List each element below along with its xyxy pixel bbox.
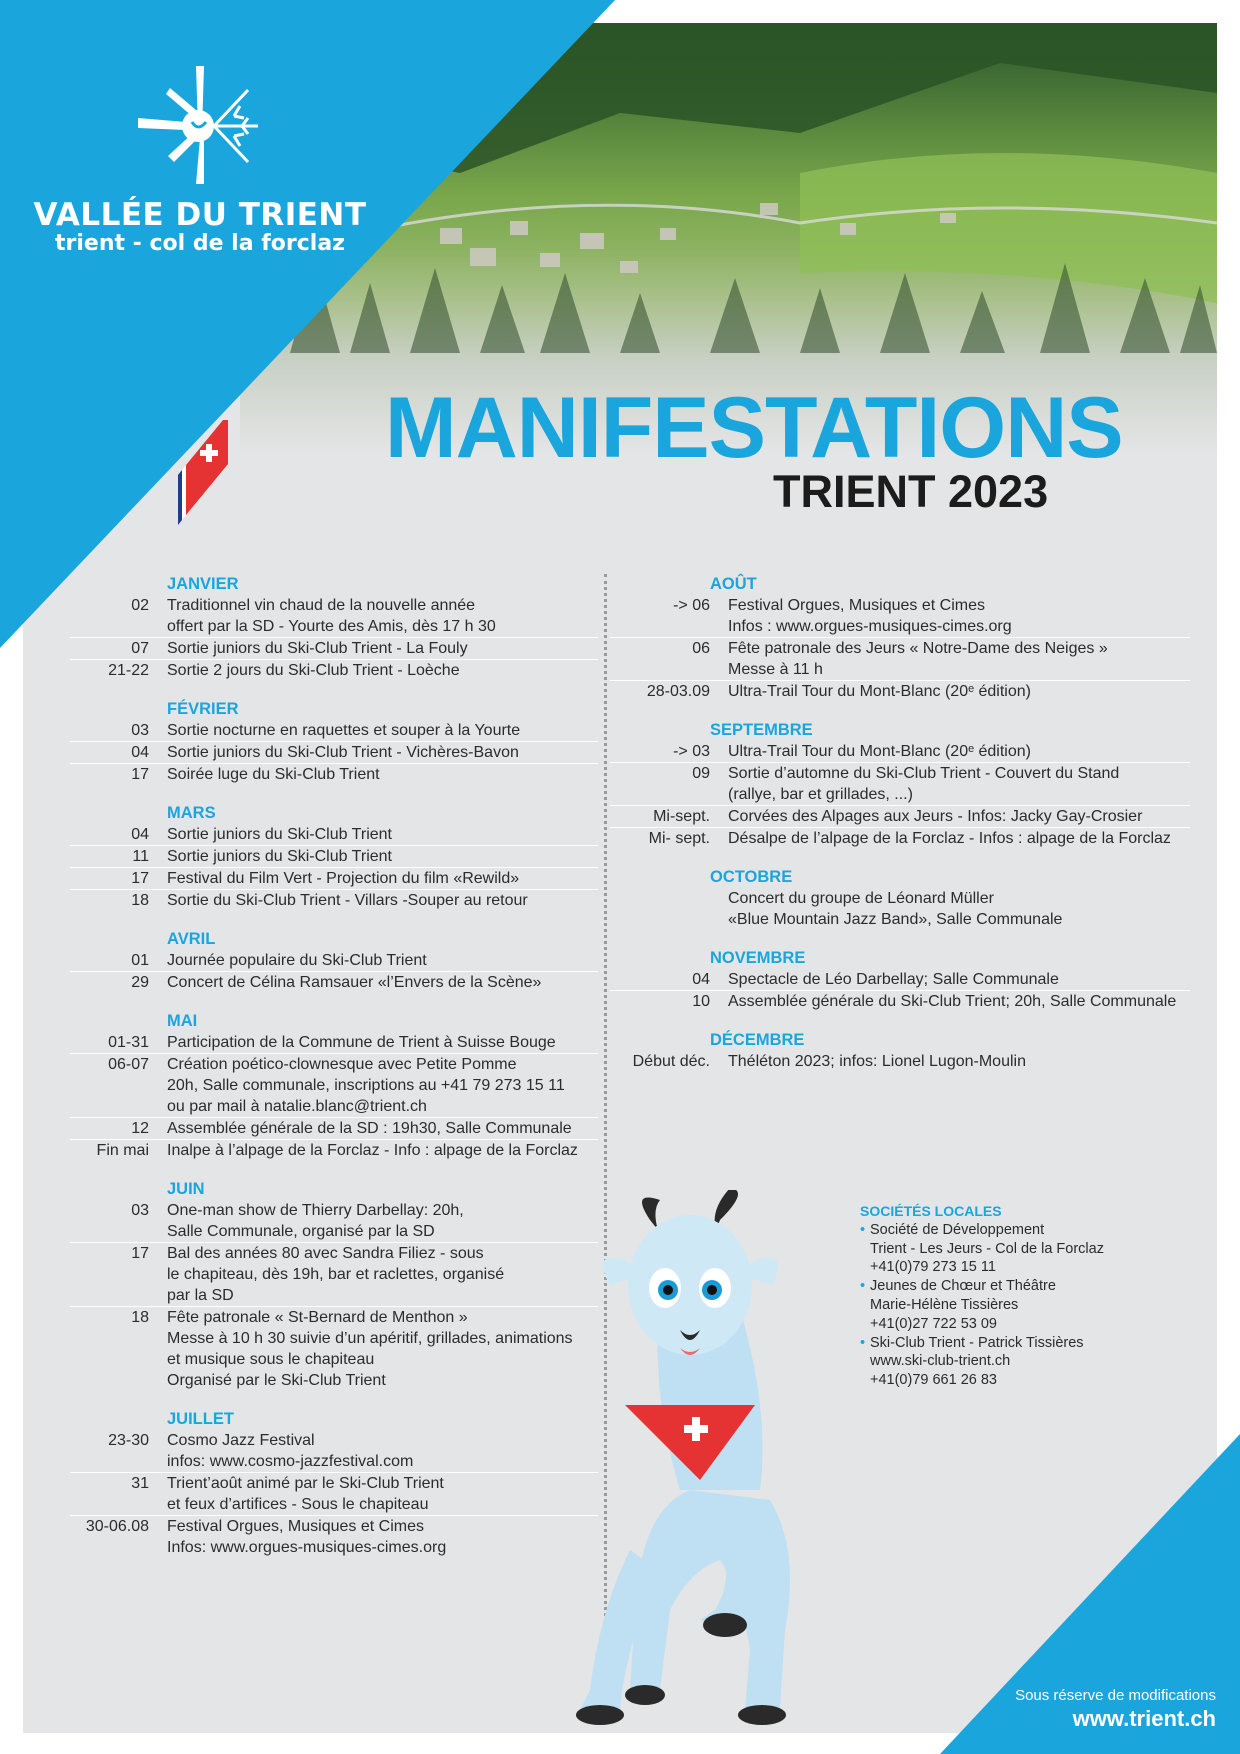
month-heading: FÉVRIER xyxy=(167,700,239,718)
event-description: Spectacle de Léo Darbellay; Salle Communale xyxy=(728,971,1059,988)
month-heading: JANVIER xyxy=(167,575,239,593)
event-date: 23-30 xyxy=(108,1432,149,1449)
month-heading: OCTOBRE xyxy=(710,868,793,886)
event-row xyxy=(70,764,598,785)
event-row xyxy=(610,806,1190,828)
bullet-icon: • xyxy=(860,1221,866,1238)
event-description: Festival du Film Vert - Projection du film «Rewild» xyxy=(167,870,520,887)
local-society-item xyxy=(860,1221,1180,1277)
event-row xyxy=(610,681,1190,702)
event-row xyxy=(70,1200,598,1243)
local-society-item xyxy=(860,1277,1180,1333)
local-societies-title: SOCIÉTÉS LOCALES xyxy=(860,1203,1002,1219)
events-column-left xyxy=(70,574,600,1558)
event-description: Journée populaire du Ski-Club Trient xyxy=(167,952,427,969)
event-description: Inalpe à l’alpage de la Forclaz - Info : alpage de la Forclaz xyxy=(167,1142,578,1159)
event-row xyxy=(610,1051,1190,1072)
event-row xyxy=(610,828,1190,849)
event-date: 04 xyxy=(692,971,710,988)
event-date: 17 xyxy=(131,870,149,887)
event-date: 30-06.08 xyxy=(85,1518,149,1535)
event-row xyxy=(70,1430,598,1473)
event-row xyxy=(70,1473,598,1516)
event-description: Assemblée générale du Ski-Club Trient; 20h, Salle Communale xyxy=(728,993,1177,1010)
month-heading: AVRIL xyxy=(167,930,216,948)
event-description: Assemblée générale de la SD : 19h30, Salle Communale xyxy=(167,1120,572,1137)
event-row xyxy=(70,890,598,911)
event-date: 03 xyxy=(131,1202,149,1219)
event-date: 06 xyxy=(692,640,710,657)
event-date: 29 xyxy=(131,974,149,991)
events-column-right xyxy=(610,574,1200,1072)
event-description: Festival Orgues, Musiques et Cimes Infos : www.orgues-musiques-cimes.org xyxy=(728,597,1012,635)
event-date: -> 03 xyxy=(673,743,710,760)
page-title: MANIFESTATIONS xyxy=(385,380,1123,476)
event-description: Cosmo Jazz Festival infos: www.cosmo-jazzfestival.com xyxy=(167,1432,414,1470)
event-row xyxy=(70,1307,598,1391)
event-description: Concert du groupe de Léonard Müller «Blue Mountain Jazz Band», Salle Communale xyxy=(728,890,1063,928)
event-date: 07 xyxy=(131,640,149,657)
local-society-item xyxy=(860,1334,1180,1390)
event-date: 17 xyxy=(131,1245,149,1262)
event-date: 18 xyxy=(131,892,149,909)
local-society-text: Ski-Club Trient - Patrick Tissières www.ski-club-trient.ch +41(0)79 661 26 83 xyxy=(870,1334,1084,1389)
event-row xyxy=(610,969,1190,991)
event-row xyxy=(70,742,598,764)
local-society-text: Société de Développement Trient - Les Jeurs - Col de la Forclaz +41(0)79 273 15 11 xyxy=(870,1221,1104,1276)
event-row xyxy=(610,638,1190,681)
event-date: 17 xyxy=(131,766,149,783)
event-date: Début déc. xyxy=(632,1053,710,1070)
event-description: Théléton 2023; infos: Lionel Lugon-Moulin xyxy=(728,1053,1026,1070)
event-row xyxy=(70,824,598,846)
page-subtitle: TRIENT 2023 xyxy=(773,466,1049,517)
month-heading: SEPTEMBRE xyxy=(710,721,813,739)
month-heading: DÉCEMBRE xyxy=(710,1031,805,1049)
event-date: Mi-sept. xyxy=(653,808,710,825)
event-row xyxy=(70,1243,598,1307)
event-date: 18 xyxy=(131,1309,149,1326)
event-description: Sortie juniors du Ski-Club Trient xyxy=(167,848,392,865)
event-description: Festival Orgues, Musiques et Cimes Infos: www.orgues-musiques-cimes.org xyxy=(167,1518,447,1556)
event-date: 03 xyxy=(131,722,149,739)
event-date: 06-07 xyxy=(108,1056,149,1073)
event-row xyxy=(70,1516,598,1558)
event-description: Concert de Célina Ramsauer «l’Envers de la Scène» xyxy=(167,974,542,991)
local-societies-box xyxy=(860,1202,1180,1390)
event-row xyxy=(610,741,1190,763)
bullet-icon: • xyxy=(860,1334,866,1351)
flag-ribbon-icon xyxy=(170,420,230,530)
event-description: Participation de la Commune de Trient à Suisse Bouge xyxy=(167,1034,556,1051)
event-description: Corvées des Alpages aux Jeurs - Infos: Jacky Gay-Crosier xyxy=(728,808,1143,825)
month-heading: NOVEMBRE xyxy=(710,949,806,967)
event-row xyxy=(70,638,598,660)
month-heading: AOÛT xyxy=(710,575,757,593)
event-row xyxy=(610,991,1190,1012)
event-row xyxy=(610,888,1190,930)
month-heading: JUIN xyxy=(167,1180,205,1198)
event-date: 02 xyxy=(131,597,149,614)
event-description: Sortie juniors du Ski-Club Trient - La Fouly xyxy=(167,640,468,657)
bullet-icon: • xyxy=(860,1278,866,1295)
month-heading: MARS xyxy=(167,804,216,822)
event-date: -> 06 xyxy=(673,597,710,614)
event-row xyxy=(70,1032,598,1054)
event-date: 28-03.09 xyxy=(646,683,710,700)
event-description: Soirée luge du Ski-Club Trient xyxy=(167,766,380,783)
event-row xyxy=(70,660,598,681)
event-description: Ultra-Trail Tour du Mont-Blanc (20ᵉ édition) xyxy=(728,683,1031,700)
event-date: 01 xyxy=(131,952,149,969)
event-date xyxy=(610,888,728,930)
event-row xyxy=(70,846,598,868)
event-description: Bal des années 80 avec Sandra Filiez - sous le chapiteau, dès 19h, bar et raclettes, organisé par la SD xyxy=(167,1245,505,1304)
event-description: Trient’août animé par le Ski-Club Trient et feux d’artifices - Sous le chapiteau xyxy=(167,1475,444,1513)
event-description: Création poético-clownesque avec Petite Pomme 20h, Salle communale, inscriptions au +41 79 273 15 11 ou par mail à natalie.blanc@trient.ch xyxy=(167,1056,565,1115)
event-row xyxy=(70,595,598,638)
event-date: 31 xyxy=(131,1475,149,1492)
event-description: Fête patronale « St-Bernard de Menthon » Messe à 10 h 30 suivie d’un apéritif, grillades, animations et musique sous le chapiteau Organisé par le Ski-Club Trient xyxy=(167,1309,573,1389)
event-date: 09 xyxy=(692,765,710,782)
event-description: Désalpe de l’alpage de la Forclaz - Infos : alpage de la Forclaz xyxy=(728,830,1171,847)
brand-name: VALLÉE DU TRIENT xyxy=(33,197,367,233)
event-date: 11 xyxy=(132,848,149,865)
event-row xyxy=(70,972,598,993)
event-date: 10 xyxy=(692,993,710,1010)
event-date: 01-31 xyxy=(108,1034,149,1051)
brand-block xyxy=(30,60,370,256)
event-date: 04 xyxy=(131,826,149,843)
event-date: Mi- sept. xyxy=(648,830,710,847)
event-row xyxy=(70,1054,598,1118)
event-date: 21-22 xyxy=(108,662,149,679)
event-row xyxy=(70,868,598,890)
event-description: Sortie juniors du Ski-Club Trient - Vichères-Bavon xyxy=(167,744,519,761)
local-society-text: Jeunes de Chœur et Théâtre Marie-Hélène Tissières +41(0)27 722 53 09 xyxy=(870,1278,1056,1332)
event-row xyxy=(610,595,1190,638)
event-description: Traditionnel vin chaud de la nouvelle année offert par la SD - Yourte des Amis, dès 17 h 30 xyxy=(167,597,496,635)
footer-disclaimer: Sous réserve de modifications xyxy=(1015,1687,1216,1704)
event-description: Fête patronale des Jeurs « Notre-Dame des Neiges » Messe à 11 h xyxy=(728,640,1108,678)
event-row xyxy=(70,1140,598,1161)
event-date: Fin mai xyxy=(96,1142,149,1159)
event-description: Sortie du Ski-Club Trient - Villars -Souper au retour xyxy=(167,892,528,909)
month-heading: MAI xyxy=(167,1012,198,1030)
event-row xyxy=(70,950,598,972)
goat-mascot-illustration xyxy=(540,1190,850,1730)
event-description: Sortie nocturne en raquettes et souper à la Yourte xyxy=(167,722,521,739)
event-date: 12 xyxy=(131,1120,149,1137)
event-description: Sortie d’automne du Ski-Club Trient - Couvert du Stand (rallye, bar et grillades, ...) xyxy=(728,765,1120,803)
event-date: 04 xyxy=(131,744,149,761)
month-heading: JUILLET xyxy=(167,1410,234,1428)
event-row xyxy=(70,1118,598,1140)
event-row xyxy=(70,720,598,742)
event-description: Sortie juniors du Ski-Club Trient xyxy=(167,826,392,843)
event-description: One-man show de Thierry Darbellay: 20h, Salle Communale, organisé par la SD xyxy=(167,1202,464,1240)
event-row xyxy=(610,763,1190,806)
event-description: Sortie 2 jours du Ski-Club Trient - Loèche xyxy=(167,662,460,679)
snowflake-logo-icon xyxy=(130,60,270,190)
event-description: Ultra-Trail Tour du Mont-Blanc (20ᵉ édition) xyxy=(728,743,1031,760)
footer-website-link[interactable]: www.trient.ch xyxy=(1072,1706,1216,1731)
footer xyxy=(1015,1686,1216,1732)
brand-subtitle: trient - col de la forclaz xyxy=(55,231,345,256)
